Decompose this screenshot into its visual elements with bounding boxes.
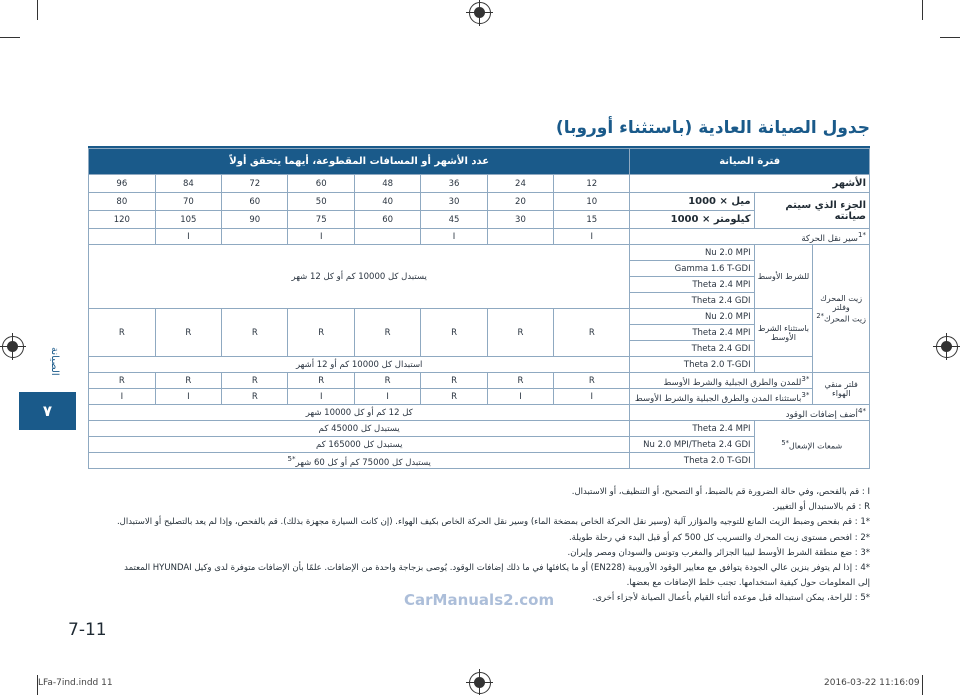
crop-mark [37,0,38,20]
table-cell [89,229,156,245]
group-sub-label: زيت المحرك [824,314,866,324]
footnote: R : قم بالاستبدال أو التغيير. [772,502,870,513]
engine-oil-row [89,309,870,325]
table-cell: I [354,389,420,405]
air-filter-row [89,373,870,389]
oil-interval-text: يستبدل كل 10000 كم أو كل 12 شهر [89,245,630,309]
months-label: الأشهر [630,175,870,193]
spark-plug-row [89,453,870,469]
table-cell: R [288,309,354,357]
miles-label: ميل × 1000 [630,193,754,211]
air-filter-sub-label [630,389,813,405]
row-text: يستبدل كل 75000 كم أو كل 60 شهر [295,457,431,468]
group-label: شمعات الإشعال [788,441,843,451]
fuel-interval-text: كل 12 كم أو كل 10000 شهر [89,405,630,421]
table-cell: 80 [89,193,156,211]
months-row [89,175,870,193]
spark-interval-text: يستبدل كل 45000 كم [89,421,630,437]
drive-belt-label [630,229,870,245]
except-severe-label: باستثناء الشرط الأوسط [754,309,813,357]
spark-interval-text: يستبدل كل 165000 كم [89,437,630,453]
footnote-ref: *5 [781,438,789,447]
footnote: I : قم بالفحص، وفي حالة الضرورة قم بالضبط، أو التصحيح، أو التنظيف، أو الاستبدال. [571,487,870,497]
registration-mark-icon [2,336,24,358]
engine-label: Nu 2.0 MPI [630,245,754,261]
table-cell: 60 [354,211,420,229]
engine-label: Theta 2.4 MPI [630,325,754,341]
air-filter-group-label: فلتر منقي الهواء [813,373,870,405]
engine-label: Nu 2.0 MPI [630,309,754,325]
crop-mark [0,37,20,38]
table-cell: R [421,309,487,357]
spark-plug-row [89,437,870,453]
fuel-additive-label [630,405,870,421]
footnote: *1 : قم بفحص وضبط الزيت المانع للتوجيه والمؤازر آلية (وسير نقل الحركة الخاص بمضخة الماء) وسير نقل الحركة الخاص بكيف الهواء. (إن كانت السيارة مجهزة بذلك). قم بالفحص، وإذا لم يعد بالتصليح أو الاستبدال. [116,517,870,528]
table-cell: R [354,309,420,357]
engine-label: Theta 2.0 T-GDI [630,357,754,373]
registration-mark-icon [936,336,958,358]
table-cell: I [288,389,354,405]
table-cell: 10 [554,193,630,211]
group-label: زيت المحرك وفلتر [820,293,863,312]
table-cell: I [288,229,354,245]
drive-belt-row [89,229,870,245]
row-label: سير نقل الحركة [801,233,858,244]
air-filter-sub-label [630,373,813,389]
table-cell: 30 [487,211,553,229]
table-cell: I [554,229,630,245]
table-cell: 60 [288,175,354,193]
interval-header: فترة الصيانة [630,149,870,175]
table-cell: R [288,373,354,389]
table-cell: I [155,229,221,245]
table-cell: 70 [155,193,221,211]
air-filter-row [89,389,870,405]
count-header: عدد الأشهر أو المسافات المقطوعة، أيهما يتحقق أولاً [89,149,630,175]
table-cell: I [487,389,553,405]
table-cell: 36 [421,175,487,193]
table-cell: 30 [421,193,487,211]
spark-plug-group-label [754,421,869,469]
table-cell: R [222,373,288,389]
engine-oil-row [89,245,870,261]
watermark: CarManuals2.com [404,591,555,609]
table-cell: I [554,389,630,405]
footnote-ref: *3 [801,373,810,383]
registration-mark-icon [469,2,491,24]
footer-stamp: 2016-03-22 11:16:09 [824,678,920,688]
row-label: أضف إضافات الوقود [785,409,858,420]
table-cell: I [155,389,221,405]
table-cell: I [421,229,487,245]
table-cell: R [421,373,487,389]
engine-label: Theta 2.4 GDI [630,293,754,309]
part-label: الجزء الذي سيتم صيانته [754,193,869,229]
spark-plug-row [89,421,870,437]
table-cell: R [222,389,288,405]
table-cell: R [487,373,553,389]
crop-mark [922,675,923,695]
table-cell [487,229,553,245]
table-cell: R [554,309,630,357]
km-label: كيلومتر × 1000 [630,211,754,229]
footnote-ref: *2 [816,311,824,320]
engine-label: Theta 2.4 MPI [630,277,754,293]
blank-cell [754,357,813,373]
fuel-additive-row [89,405,870,421]
table-cell: 105 [155,211,221,229]
engine-label: Gamma 1.6 T-GDI [630,261,754,277]
footnotes [110,485,870,607]
row-label: للمدن والطرق الجبلية والشرط الأوسط [663,377,802,388]
footnote: *5 : للراحة، يمكن استبداله قبل موعده أثناء القيام بأعمال الصيانة لأجزاء أخرى. [592,593,870,604]
table-cell: 40 [354,193,420,211]
engine-label: Theta 2.4 GDI [630,341,754,357]
spark-interval-text [89,453,630,469]
km-row [89,211,870,229]
table-cell: 48 [354,175,420,193]
table-cell: 20 [487,193,553,211]
table-cell: 15 [554,211,630,229]
table-cell: R [222,309,288,357]
oil-interval-text: استبدال كل 10000 كم أو 12 أشهر [89,357,630,373]
chapter-tab: ٧ [19,392,76,430]
maintenance-schedule-table [88,148,870,469]
registration-mark-icon [469,672,491,694]
table-cell: 96 [89,175,156,193]
footnote-ref: *3 [801,389,810,399]
footnote-ref: *1 [857,229,866,239]
table-cell: 45 [421,211,487,229]
table-cell: R [155,373,221,389]
page-title: جدول الصيانة العادية (باستثناء أوروبا) [555,118,870,138]
table-cell: 50 [288,193,354,211]
miles-row [89,193,870,211]
table-header-row [89,149,870,175]
page-number: 7-11 [68,620,107,640]
table-cell: 12 [554,175,630,193]
table-cell: R [354,373,420,389]
footnote-ref: *5 [287,453,296,463]
table-cell: R [421,389,487,405]
row-label: باستثناء المدن والطرق الجبلية والشرط الأوسط [634,393,802,404]
table-cell: R [487,309,553,357]
crop-mark [922,0,923,20]
footnote: *4 : إذا لم يتوفر بنزين عالي الجودة يتوافق مع معايير الوقود الأوروبية (EN228) أو ما يكافئها في ما ذلك إضافات الوقود. يُوصى بزجاجة واحدة من الإضافات. علمًا بأن الإضافات متوفرة لدى وكيل HYUNDAI المعتمد إلى المعلومات حول كيفية استخدامها. تجنب خلط الإضافات مع بعضها. [124,563,870,589]
table-cell: 90 [222,211,288,229]
table-cell: 84 [155,175,221,193]
table-cell: 120 [89,211,156,229]
table-cell: R [554,373,630,389]
footer-file: LFa-7ind.indd 11 [38,678,113,688]
chapter-label: الصيانة [49,346,60,376]
table-cell: R [155,309,221,357]
engine-oil-row [89,357,870,373]
engine-label: Theta 2.4 MPI [630,421,754,437]
table-cell: 75 [288,211,354,229]
footnote: *3 : ضع منطقة الشرط الأوسط لبيبا الجزائر والمغرب وتونس والسودان ومصر وإيران. [567,547,870,558]
engine-label: Nu 2.0 MPI/Theta 2.4 GDI [630,437,754,453]
table-cell [354,229,420,245]
table-cell: 72 [222,175,288,193]
table-cell: R [89,373,156,389]
table-cell: R [89,309,156,357]
table-cell: 24 [487,175,553,193]
table-cell: I [89,389,156,405]
table-cell [222,229,288,245]
footnote-ref: *4 [857,405,866,415]
engine-label: Theta 2.0 T-GDI [630,453,754,469]
footnote: *2 : افحص مستوى زيت المحرك والتسريب كل 500 كم أو قبل البدء في رحلة طويلة. [568,532,870,543]
engine-oil-group-label [813,245,870,373]
table-cell: 60 [222,193,288,211]
crop-mark [940,37,960,38]
severe-condition-label: للشرط الأوسط [754,245,813,309]
